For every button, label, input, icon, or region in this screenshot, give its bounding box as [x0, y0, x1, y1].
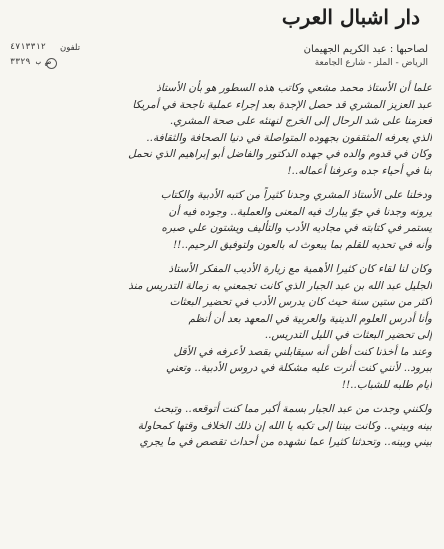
body-line: وكان لنا لقاء كان كثيرا الأهمية مع زيارة الأديب المفكر الأستاذ	[168, 263, 432, 275]
phone-number: ٤٧١٣٣١٢	[10, 42, 46, 52]
body-line: أكثر من ستين سنة حيث كان يدرس الأدب في تحضير البعثات	[169, 296, 432, 308]
body-line: وعند ما أخذنا كنت أظن أنه سيقابلني بقصد لأعرفه في الأقل	[173, 345, 432, 358]
body-line: وأنه في تحديه للقلم بما يبعوث له بالعون ولتوفيق الرحيم..!!	[172, 238, 432, 251]
letter-body	[12, 80, 432, 540]
body-line: وكان في قدوم والده في جهده الدكتور والفاضل أبو إبراهيم الذي نحمل	[128, 148, 432, 160]
body-line: أيام طلبه للشباب..!!	[341, 378, 432, 391]
letterhead	[0, 0, 444, 72]
body-line: عبد العزيز المشري قد حصل الإجدة بعد إجراء عملية ناجحة في أمريكا	[132, 98, 432, 111]
phone-label: تلفون	[60, 43, 81, 53]
po-box: ص ب ٣٣٢٩	[10, 57, 51, 67]
body-line: وأنا أدرس العلوم الدينية والعربية في المعهد بعد أن أنظم	[188, 312, 432, 325]
seal-mark	[46, 58, 57, 69]
body-line: ودخلنا على الأستاذ المشري وجدنا كثيراً من كتبه الأدبية والكتاب	[160, 189, 432, 201]
address-line: الرياض - الملز - شارع الجامعة	[314, 58, 428, 68]
body-line: علما أن الأستاذ محمد مشعي وكاتب هذه السطور هو بأن الأستاذ	[156, 82, 432, 94]
body-line: يستمر في كتابته في مجاديه الأدب والتأليف ويشتون علي صبره	[161, 222, 432, 234]
body-line: فعزمنا على شد الرحال إلى الخرج لنهنئه على صحة المشري.	[169, 115, 432, 127]
brand-title: دار اشبال العرب	[281, 5, 420, 29]
owner-line: لصاحبها : عبد الكريم الجهيمان	[303, 44, 428, 55]
body-line: الجليل عبد الله بن عبد الجبار الذي كانت تجمعني به زمالة التدريس منذ	[128, 279, 432, 292]
body-line: ببرود.. لأنني كنت أثرت عليه مشكلة في دروس الأدبية.. وتعني	[166, 362, 432, 374]
body-line: ولكنني وجدت من عبد الجبار بسمة أكبر مما كنت أتوقعه.. وتبحث	[153, 403, 432, 415]
body-line: الذي يعرفه المثقفون بجهوده المتواصلة في دنيا الصحافة والثقافة..	[146, 131, 432, 144]
body-line: بنا في أحياء جده وعرفنا أعماله..!	[287, 164, 432, 177]
body-line: بيني وبينه.. وتحدثنا كثيرا عما نشهده من أحداث تقصص في ما يجري	[139, 436, 432, 448]
body-line: بينه وبيني.. وكانت بيننا إلى تكبه يا الله إن ذلك الخلاف وقتها كمحاولة	[137, 419, 432, 432]
body-line: إلى تحضير البعثات في الليل التدريس..	[264, 329, 432, 341]
body-line: يرونه وجدنا في جوّ يبارك فيه المعنى والعملية.. وجوده فيه أن	[168, 205, 432, 218]
